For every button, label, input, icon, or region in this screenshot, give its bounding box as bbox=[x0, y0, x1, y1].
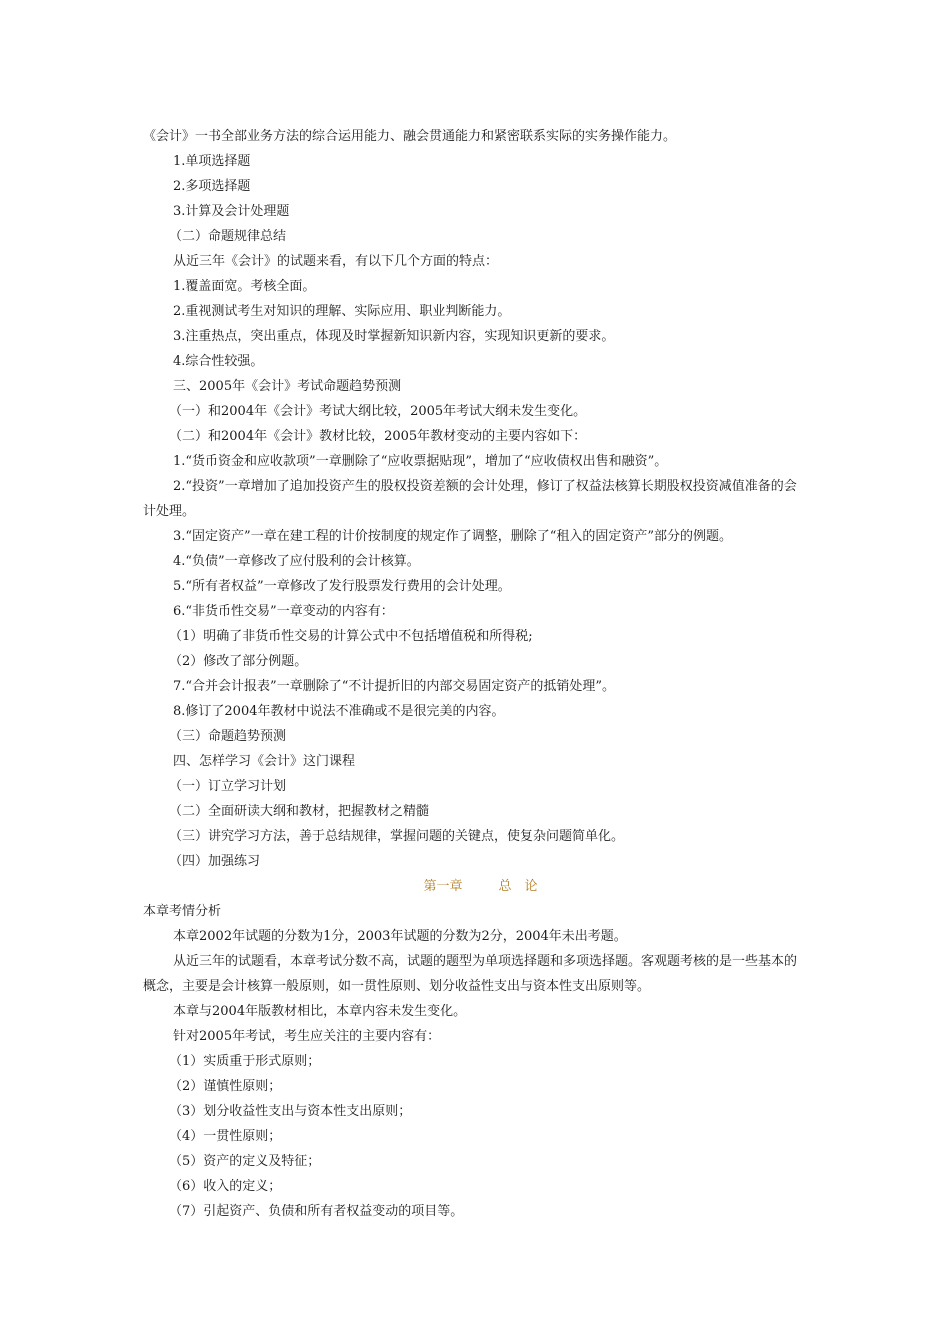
chapter-title: 总 论 bbox=[498, 879, 538, 894]
paragraph: 1.覆盖面宽。考核全面。 bbox=[173, 279, 316, 294]
paragraph: 1.单项选择题 bbox=[173, 154, 251, 169]
paragraph: （二）和2004年《会计》教材比较，2005年教材变动的主要内容如下： bbox=[169, 429, 587, 444]
paragraph: 从近三年《会计》的试题来看，有以下几个方面的特点： bbox=[173, 254, 499, 269]
paragraph: （三）命题趋势预测 bbox=[169, 729, 287, 744]
paragraph: 2.“投资”一章增加了追加投资产生的股权投资差额的会计处理，修订了权益法核算长期股权投资减值准备的会计处理。 bbox=[143, 479, 797, 519]
paragraph: （二）全面研读大纲和教材，把握教材之精髓 bbox=[169, 804, 430, 819]
paragraph: 四、怎样学习《会计》这门课程 bbox=[173, 754, 356, 769]
paragraph: 本章2002年试题的分数为1分，2003年试题的分数为2分，2004年未出考题。 bbox=[173, 929, 627, 944]
paragraph: （6）收入的定义； bbox=[169, 1179, 282, 1194]
paragraph: 6.“非货币性交易”一章变动的内容有： bbox=[173, 604, 394, 619]
paragraph: （2）修改了部分例题。 bbox=[169, 654, 308, 669]
paragraph: 本章考情分析 bbox=[143, 904, 222, 919]
chapter-section bbox=[143, 899, 808, 1224]
paragraph: 1.“货币资金和应收款项”一章删除了“应收票据贴现”，增加了“应收债权出售和融资”。 bbox=[173, 454, 668, 469]
paragraph: （四）加强练习 bbox=[169, 854, 261, 869]
paragraph: 《会计》一书全部业务方法的综合运用能力、融会贯通能力和紧密联系实际的实务操作能力。 bbox=[143, 129, 677, 144]
paragraph: 三、2005年《会计》考试命题趋势预测 bbox=[173, 379, 402, 394]
intro-section bbox=[143, 124, 808, 874]
paragraph: （4）一贯性原则； bbox=[169, 1129, 282, 1144]
paragraph: 本章与2004年版教材相比，本章内容未发生变化。 bbox=[173, 1004, 467, 1019]
paragraph: 4.综合性较强。 bbox=[173, 354, 264, 369]
paragraph: 7.“合并会计报表”一章删除了“不计提折旧的内部交易固定资产的抵销处理”。 bbox=[173, 679, 615, 694]
paragraph: 3.“固定资产”一章在建工程的计价按制度的规定作了调整，删除了“租入的固定资产”部分的例题。 bbox=[173, 529, 732, 544]
paragraph: （三）讲究学习方法，善于总结规律，掌握问题的关键点，使复杂问题简单化。 bbox=[169, 829, 625, 844]
paragraph: 3.计算及会计处理题 bbox=[173, 204, 290, 219]
paragraph: 3.注重热点，突出重点，体现及时掌握新知识新内容，实现知识更新的要求。 bbox=[173, 329, 615, 344]
paragraph: （1）明确了非货币性交易的计算公式中不包括增值税和所得税; bbox=[169, 629, 533, 644]
paragraph: （一）订立学习计划 bbox=[169, 779, 287, 794]
paragraph: 5.“所有者权益”一章修改了发行股票发行费用的会计处理。 bbox=[173, 579, 511, 594]
paragraph: 2.重视测试考生对知识的理解、实际应用、职业判断能力。 bbox=[173, 304, 511, 319]
paragraph: 4.“负债”一章修改了应付股利的会计核算。 bbox=[173, 554, 420, 569]
chapter-number: 第一章 bbox=[423, 879, 463, 894]
paragraph: （5）资产的定义及特征； bbox=[169, 1154, 321, 1169]
paragraph: （7）引起资产、负债和所有者权益变动的项目等。 bbox=[169, 1204, 464, 1219]
document-body bbox=[143, 124, 808, 1224]
paragraph: （2）谨慎性原则； bbox=[169, 1079, 282, 1094]
paragraph: （一）和2004年《会计》考试大纲比较，2005年考试大纲未发生变化。 bbox=[169, 404, 587, 419]
paragraph: 8.修订了2004年教材中说法不准确或不是很完美的内容。 bbox=[173, 704, 505, 719]
paragraph: 2.多项选择题 bbox=[173, 179, 251, 194]
paragraph: （1）实质重于形式原则； bbox=[169, 1054, 321, 1069]
paragraph: （3）划分收益性支出与资本性支出原则； bbox=[169, 1104, 412, 1119]
chapter-heading bbox=[143, 874, 808, 899]
paragraph: 针对2005年考试，考生应关注的主要内容有： bbox=[173, 1029, 441, 1044]
paragraph: 从近三年的试题看，本章考试分数不高，试题的题型为单项选择题和多项选择题。客观题考核的是一些基本的概念，主要是会计核算一般原则，如一贯性原则、划分收益性支出与资本性支出原则等。 bbox=[143, 954, 798, 994]
paragraph: （二）命题规律总结 bbox=[169, 229, 287, 244]
